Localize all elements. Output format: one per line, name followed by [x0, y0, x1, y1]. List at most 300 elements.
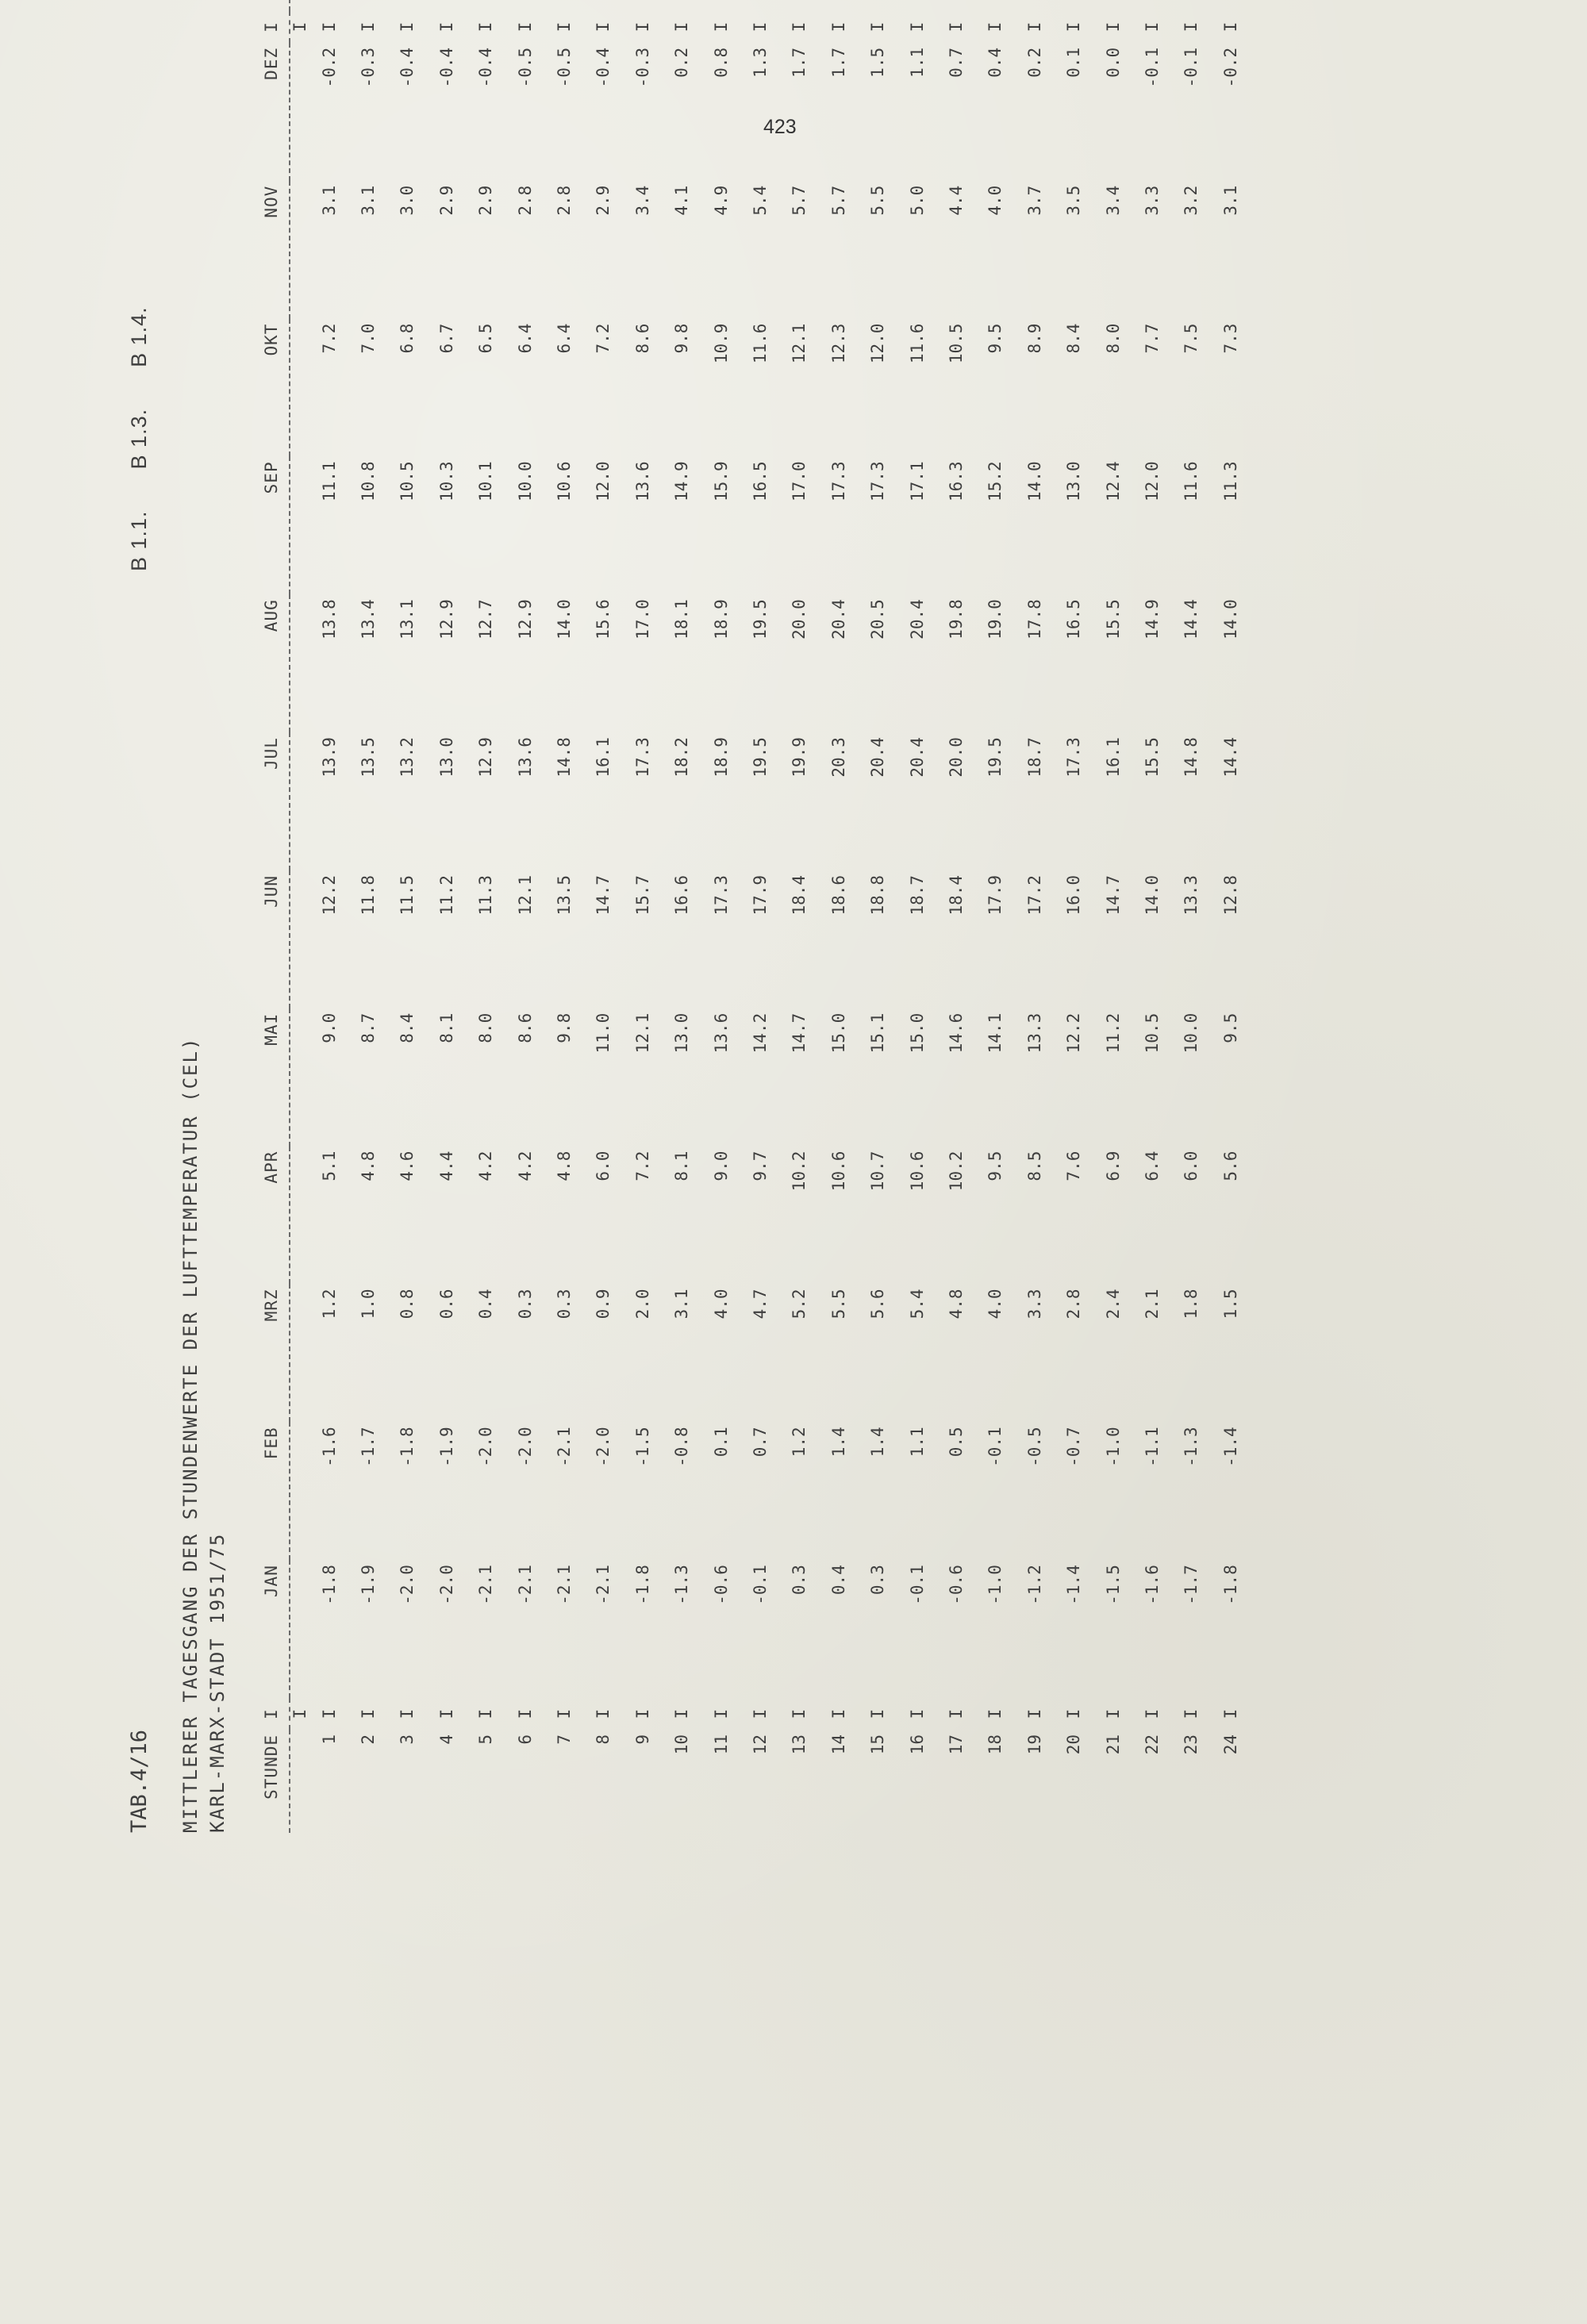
temperature-cell: 10.9 — [711, 323, 731, 364]
temperature-cell: 19.0 — [986, 599, 1005, 640]
table-row — [897, 0, 936, 1833]
temperature-cell: -0.7 — [1064, 1427, 1084, 1467]
hour-cell: 17 — [946, 1734, 966, 1755]
temperature-cell: 20.4 — [907, 599, 927, 640]
table-row — [858, 0, 897, 1833]
temperature-cell: 0.2 — [672, 47, 692, 78]
column-separator: I — [907, 21, 927, 33]
temperature-cell: 4.8 — [359, 1150, 378, 1181]
column-separator: I — [1103, 21, 1123, 33]
temperature-cell: 8.1 — [436, 1012, 456, 1043]
temperature-cell: 14.8 — [555, 737, 574, 778]
reference: B 1.3. — [127, 408, 151, 470]
temperature-cell: 14.0 — [555, 599, 574, 640]
temperature-cell: 13.3 — [1182, 874, 1201, 916]
temperature-cell: 14.6 — [946, 1012, 966, 1054]
temperature-cell: -1.4 — [1064, 1565, 1084, 1605]
temperature-cell: 10.6 — [555, 461, 574, 501]
annual-mean-cell — [858, 0, 897, 11]
temperature-cell: 0.9 — [594, 1289, 613, 1319]
column-separator: I — [1220, 21, 1240, 33]
annual-mean-cell — [584, 0, 623, 11]
annual-mean-cell — [819, 0, 858, 11]
column-separator: I — [672, 21, 692, 33]
temperature-cell: 18.2 — [672, 737, 692, 778]
temperature-cell: -0.4 — [436, 47, 456, 88]
temperature-cell: 13.0 — [1064, 461, 1084, 501]
annual-mean-cell — [663, 0, 701, 11]
temperature-cell: -0.1 — [1142, 47, 1162, 88]
annual-mean-cell — [309, 0, 348, 11]
temperature-cell: 4.8 — [946, 1289, 966, 1319]
annual-mean-cell — [1211, 0, 1250, 11]
annual-mean-cell — [897, 0, 936, 11]
temperature-cell: 18.9 — [711, 599, 731, 640]
temperature-cell: 20.0 — [790, 599, 809, 640]
temperature-cell: 0.5 — [946, 1427, 966, 1458]
column-separator: I — [476, 1708, 496, 1719]
temperature-cell: 17.3 — [828, 461, 848, 501]
temperature-cell: 8.0 — [1103, 323, 1123, 354]
temperature-cell: 17.0 — [790, 461, 809, 501]
temperature-cell: 4.4 — [946, 185, 966, 216]
temperature-cell: 8.1 — [672, 1150, 692, 1181]
temperature-cell: 10.5 — [398, 461, 417, 501]
hour-cell: 23 — [1182, 1734, 1201, 1755]
temperature-cell: -2.0 — [476, 1427, 496, 1467]
table-header-row — [254, 0, 290, 1833]
temperature-cell: -0.1 — [986, 1427, 1005, 1467]
temperature-cell: 2.1 — [1142, 1289, 1162, 1319]
temperature-cell: -1.1 — [1142, 1427, 1162, 1467]
temperature-cell: 13.1 — [398, 599, 417, 640]
table-row — [427, 0, 466, 1833]
temperature-cell: 6.5 — [476, 323, 496, 354]
table-body — [290, 0, 1250, 1833]
table-row — [505, 0, 544, 1833]
temperature-cell: 17.3 — [1064, 737, 1084, 778]
temperature-cell: 20.5 — [868, 599, 888, 640]
temperature-cell: 9.0 — [711, 1150, 731, 1181]
temperature-cell: 3.7 — [1024, 185, 1044, 216]
temperature-cell: 12.1 — [632, 1012, 652, 1054]
temperature-cell: 0.7 — [750, 1427, 770, 1458]
temperature-cell: 0.4 — [476, 1289, 496, 1319]
temperature-cell: 13.3 — [1024, 1012, 1044, 1054]
table-subtitle: KARL-MARX-STADT 1951/75 — [206, 1532, 229, 1833]
table-row — [467, 0, 505, 1833]
reference-list — [127, 306, 152, 571]
temperature-cell: 13.5 — [555, 874, 574, 916]
annual-mean-cell — [427, 0, 466, 11]
reference: B 1.4. — [127, 306, 151, 367]
hour-cell: 19 — [1024, 1734, 1044, 1755]
temperature-cell: 10.8 — [359, 461, 378, 501]
temperature-cell: 14.7 — [790, 1012, 809, 1054]
column-separator: I — [1142, 1708, 1162, 1719]
temperature-cell: 2.9 — [594, 185, 613, 216]
table-row — [1015, 0, 1054, 1833]
temperature-cell: 0.2 — [1024, 47, 1044, 78]
temperature-cell: 1.1 — [907, 47, 927, 78]
temperature-cell: -0.1 — [1182, 47, 1201, 88]
temperature-cell: 5.7 — [790, 185, 809, 216]
column-separator: I — [515, 1708, 535, 1719]
temperature-cell: 6.4 — [555, 323, 574, 354]
temperature-cell: 10.5 — [946, 323, 966, 364]
temperature-cell: 4.6 — [398, 1150, 417, 1181]
table-row — [976, 0, 1015, 1833]
table-row — [780, 0, 819, 1833]
temperature-cell: 11.5 — [398, 874, 417, 916]
temperature-cell: 0.3 — [555, 1289, 574, 1319]
temperature-cell: 0.4 — [828, 1565, 848, 1596]
temperature-cell: 8.6 — [515, 1012, 535, 1043]
temperature-cell: 13.0 — [672, 1012, 692, 1054]
temperature-cell: 5.4 — [907, 1289, 927, 1319]
temperature-cell: -1.8 — [632, 1565, 652, 1605]
column-header-month: SEP — [254, 456, 290, 594]
temperature-cell: 11.0 — [594, 1012, 613, 1054]
column-separator: I — [290, 21, 309, 33]
temperature-cell: 5.5 — [828, 1289, 848, 1319]
temperature-cell: -0.4 — [398, 47, 417, 88]
temperature-cell: 8.9 — [1024, 323, 1044, 354]
temperature-cell: -0.6 — [946, 1565, 966, 1605]
temperature-cell: 3.2 — [1182, 185, 1201, 216]
temperature-cell: 3.1 — [319, 185, 339, 216]
temperature-cell: 10.1 — [476, 461, 496, 501]
temperature-cell: 7.6 — [1064, 1150, 1084, 1181]
temperature-cell: 12.3 — [828, 323, 848, 364]
temperature-cell: 8.4 — [398, 1012, 417, 1043]
temperature-cell: 18.9 — [711, 737, 731, 778]
temperature-cell: 11.3 — [476, 874, 496, 916]
annual-mean-cell — [976, 0, 1015, 11]
temperature-cell: 15.7 — [632, 874, 652, 916]
temperature-cell: 13.4 — [359, 599, 378, 640]
temperature-cell: 10.6 — [828, 1150, 848, 1192]
temperature-cell: 6.0 — [594, 1150, 613, 1181]
temperature-cell: 12.0 — [868, 323, 888, 364]
column-separator: I — [1103, 1708, 1123, 1719]
column-separator: I — [907, 1708, 927, 1719]
hour-cell: 1 — [319, 1734, 339, 1745]
temperature-cell: 17.9 — [750, 874, 770, 916]
temperature-cell: 2.9 — [476, 185, 496, 216]
temperature-cell: 11.6 — [1182, 461, 1201, 501]
temperature-cell: 6.4 — [1142, 1150, 1162, 1181]
column-separator: I — [319, 21, 339, 33]
temperature-cell: 3.1 — [672, 1289, 692, 1319]
temperature-cell: 7.5 — [1182, 323, 1201, 354]
temperature-cell: 4.2 — [515, 1150, 535, 1181]
temperature-cell: 17.3 — [868, 461, 888, 501]
temperature-cell: 0.0 — [1103, 47, 1123, 78]
table-row — [584, 0, 623, 1833]
hour-cell: 21 — [1103, 1734, 1123, 1755]
temperature-cell: 0.1 — [711, 1427, 731, 1458]
temperature-cell: 12.1 — [515, 874, 535, 916]
column-separator: I — [1064, 1708, 1084, 1719]
column-separator: I — [946, 1708, 966, 1719]
temperature-cell: 11.2 — [436, 874, 456, 916]
temperature-cell: 14.2 — [750, 1012, 770, 1054]
temperature-cell: 9.5 — [986, 1150, 1005, 1181]
temperature-cell: -0.1 — [907, 1565, 927, 1605]
temperature-cell: 12.7 — [476, 599, 496, 640]
temperature-cell: -0.6 — [711, 1565, 731, 1605]
annual-mean-cell — [701, 0, 740, 11]
hour-cell: 18 — [986, 1734, 1005, 1755]
temperature-cell: -0.1 — [750, 1565, 770, 1605]
temperature-cell: 20.3 — [828, 737, 848, 778]
temperature-cell: -0.5 — [1024, 1427, 1044, 1467]
temperature-cell: 11.2 — [1103, 1012, 1123, 1054]
temperature-cell: 5.6 — [868, 1289, 888, 1319]
table-row — [388, 0, 427, 1833]
temperature-cell: -1.3 — [1182, 1427, 1201, 1467]
temperature-cell: 3.5 — [1064, 185, 1084, 216]
reference: B 1.1. — [127, 510, 151, 571]
temperature-cell: 5.4 — [750, 185, 770, 216]
temperature-cell: 6.8 — [398, 323, 417, 354]
table-row — [544, 0, 583, 1833]
temperature-cell: 1.8 — [1182, 1289, 1201, 1319]
temperature-cell: 0.3 — [868, 1565, 888, 1596]
temperature-cell: 17.8 — [1024, 599, 1044, 640]
column-separator: I — [750, 21, 770, 33]
temperature-cell: 12.0 — [1142, 461, 1162, 501]
annual-mean-cell — [623, 0, 662, 11]
column-header-month: MAI — [254, 1008, 290, 1147]
temperature-cell: 4.4 — [436, 1150, 456, 1181]
temperature-cell: -1.2 — [1024, 1565, 1044, 1605]
temperature-cell: 19.8 — [946, 599, 966, 640]
annual-mean-cell — [1093, 0, 1132, 11]
column-separator: I — [711, 21, 731, 33]
hour-cell: 5 — [476, 1734, 496, 1745]
column-header-month: OKT — [254, 319, 290, 457]
hour-cell: 9 — [632, 1734, 652, 1745]
page-number: 423 — [763, 116, 797, 138]
table-row — [936, 0, 975, 1833]
temperature-cell: 19.5 — [750, 599, 770, 640]
temperature-cell: 7.2 — [594, 323, 613, 354]
temperature-cell: 10.6 — [907, 1150, 927, 1192]
column-separator: I — [711, 1708, 731, 1719]
temperature-cell: 19.5 — [750, 737, 770, 778]
temperature-cell: 4.2 — [476, 1150, 496, 1181]
temperature-cell: 7.2 — [632, 1150, 652, 1181]
temperature-cell: 5.2 — [790, 1289, 809, 1319]
temperature-cell: 0.3 — [790, 1565, 809, 1596]
table-row — [1172, 0, 1211, 1833]
temperature-cell: 16.3 — [946, 461, 966, 501]
table-row — [623, 0, 662, 1833]
hour-cell: 4 — [436, 1734, 456, 1745]
temperature-cell: 13.2 — [398, 737, 417, 778]
temperature-cell: 12.2 — [319, 874, 339, 916]
temperature-cell: 7.0 — [359, 323, 378, 354]
temperature-cell: 1.5 — [1220, 1289, 1240, 1319]
temperature-cell: 18.4 — [946, 874, 966, 916]
temperature-cell: 18.1 — [672, 599, 692, 640]
table-row — [309, 0, 348, 1833]
temperature-cell: 9.5 — [986, 323, 1005, 354]
table-row — [1093, 0, 1132, 1833]
temperature-cell: 15.2 — [986, 461, 1005, 501]
temperature-cell: 14.1 — [986, 1012, 1005, 1054]
temperature-cell: 18.4 — [790, 874, 809, 916]
temperature-cell: 15.1 — [868, 1012, 888, 1054]
temperature-cell: 11.1 — [319, 461, 339, 501]
temperature-cell: 4.0 — [711, 1289, 731, 1319]
temperature-cell: 2.8 — [1064, 1289, 1084, 1319]
temperature-cell: -1.9 — [359, 1565, 378, 1605]
temperature-cell: 14.9 — [1142, 599, 1162, 640]
hour-cell: 22 — [1142, 1734, 1162, 1755]
temperature-cell: 1.3 — [750, 47, 770, 78]
temperature-cell: 1.1 — [907, 1427, 927, 1458]
column-separator: I — [868, 21, 888, 33]
temperature-cell: 12.9 — [436, 599, 456, 640]
temperature-cell: 16.0 — [1064, 874, 1084, 916]
column-separator: I — [632, 21, 652, 33]
temperature-cell: 10.2 — [790, 1150, 809, 1192]
column-separator: I — [254, 1698, 290, 1730]
temperature-cell: 4.0 — [986, 1289, 1005, 1319]
temperature-cell: 17.3 — [711, 874, 731, 916]
temperature-cell: 0.4 — [986, 47, 1005, 78]
column-separator: I — [290, 1708, 309, 1719]
temperature-cell: -0.5 — [555, 47, 574, 88]
column-separator: I — [436, 1708, 456, 1719]
column-separator: I — [555, 21, 574, 33]
temperature-cell: -1.5 — [632, 1427, 652, 1467]
column-separator: I — [359, 1708, 378, 1719]
temperature-cell: -1.3 — [672, 1565, 692, 1605]
temperature-cell: 14.4 — [1182, 599, 1201, 640]
temperature-cell: 6.4 — [515, 323, 535, 354]
temperature-cell: 1.7 — [828, 47, 848, 78]
temperature-cell: 8.0 — [476, 1012, 496, 1043]
hour-cell: 8 — [594, 1734, 613, 1745]
temperature-cell: -1.6 — [1142, 1565, 1162, 1605]
temperature-cell: 19.9 — [790, 737, 809, 778]
temperature-cell: 12.1 — [790, 323, 809, 364]
column-separator: I — [436, 21, 456, 33]
temperature-cell: 0.3 — [515, 1289, 535, 1319]
temperature-cell: 13.0 — [436, 737, 456, 778]
table-lead-row — [290, 0, 309, 1833]
column-separator: I — [986, 21, 1005, 33]
table-row — [740, 0, 779, 1833]
temperature-cell: 9.8 — [672, 323, 692, 354]
temperature-cell: 17.2 — [1024, 874, 1044, 916]
column-separator: I — [1064, 21, 1084, 33]
temperature-cell: -2.0 — [594, 1427, 613, 1467]
temperature-cell: 3.4 — [632, 185, 652, 216]
temperature-cell: 1.5 — [868, 47, 888, 78]
temperature-cell: 1.0 — [359, 1289, 378, 1319]
temperature-cell: 9.0 — [319, 1012, 339, 1043]
temperature-cell: 6.0 — [1182, 1150, 1201, 1181]
temperature-cell: 4.1 — [672, 185, 692, 216]
column-header-month: DEZ — [254, 43, 290, 181]
temperature-cell: 0.8 — [711, 47, 731, 78]
temperature-cell: 5.0 — [907, 185, 927, 216]
temperature-cell: 7.3 — [1220, 323, 1240, 354]
temperature-cell: 10.0 — [515, 461, 535, 501]
temperature-cell: 2.9 — [436, 185, 456, 216]
temperature-cell: -0.2 — [319, 47, 339, 88]
temperature-cell: 8.4 — [1064, 323, 1084, 354]
column-header-month: FEB — [254, 1422, 290, 1560]
column-separator: I — [1142, 21, 1162, 33]
hour-cell: 6 — [515, 1734, 535, 1745]
temperature-cell: 11.3 — [1220, 461, 1240, 501]
temperature-cell: 13.6 — [711, 1012, 731, 1054]
column-separator: I — [1220, 1708, 1240, 1719]
temperature-cell: 13.6 — [515, 737, 535, 778]
annual-mean-cell — [544, 0, 583, 11]
hour-cell: 11 — [711, 1734, 731, 1755]
temperature-cell: 9.8 — [555, 1012, 574, 1043]
hour-cell: 13 — [790, 1734, 809, 1755]
column-separator: I — [555, 1708, 574, 1719]
column-header-jahr — [254, 0, 290, 11]
temperature-cell: -1.5 — [1103, 1565, 1123, 1605]
temperature-cell: 20.4 — [868, 737, 888, 778]
temperature-cell: 2.8 — [555, 185, 574, 216]
temperature-cell: 10.3 — [436, 461, 456, 501]
table-row — [1132, 0, 1171, 1833]
temperature-cell: 9.7 — [750, 1150, 770, 1181]
temperature-cell: 18.8 — [868, 874, 888, 916]
temperature-cell: 3.3 — [1142, 185, 1162, 216]
column-header-month: JAN — [254, 1560, 290, 1698]
temperature-cell: -1.7 — [1182, 1565, 1201, 1605]
annual-mean-cell — [1172, 0, 1211, 11]
temperature-cell: 12.0 — [594, 461, 613, 501]
temperature-cell: -0.5 — [515, 47, 535, 88]
temperature-cell: 1.2 — [790, 1427, 809, 1458]
temperature-cell: 4.8 — [555, 1150, 574, 1181]
annual-mean-cell — [1132, 0, 1171, 11]
annual-mean-cell — [1015, 0, 1054, 11]
temperature-cell: 16.5 — [1064, 599, 1084, 640]
temperature-cell: 20.0 — [946, 737, 966, 778]
temperature-cell: 5.1 — [319, 1150, 339, 1181]
temperature-cell: 14.7 — [1103, 874, 1123, 916]
column-header-month: JUL — [254, 732, 290, 870]
column-separator: I — [868, 1708, 888, 1719]
temperature-cell: 3.1 — [1220, 185, 1240, 216]
column-separator: I — [594, 1708, 613, 1719]
column-header-month: MRZ — [254, 1284, 290, 1422]
column-separator: I — [476, 21, 496, 33]
table-id: TAB.4/16 — [127, 1729, 152, 1833]
hour-cell: 24 — [1220, 1734, 1240, 1755]
annual-mean-cell — [780, 0, 819, 11]
table-row — [663, 0, 701, 1833]
temperature-cell: 17.1 — [907, 461, 927, 501]
temperature-cell: 2.4 — [1103, 1289, 1123, 1319]
temperature-cell: -2.0 — [398, 1565, 417, 1605]
column-separator: I — [946, 21, 966, 33]
table-row — [1211, 0, 1250, 1833]
